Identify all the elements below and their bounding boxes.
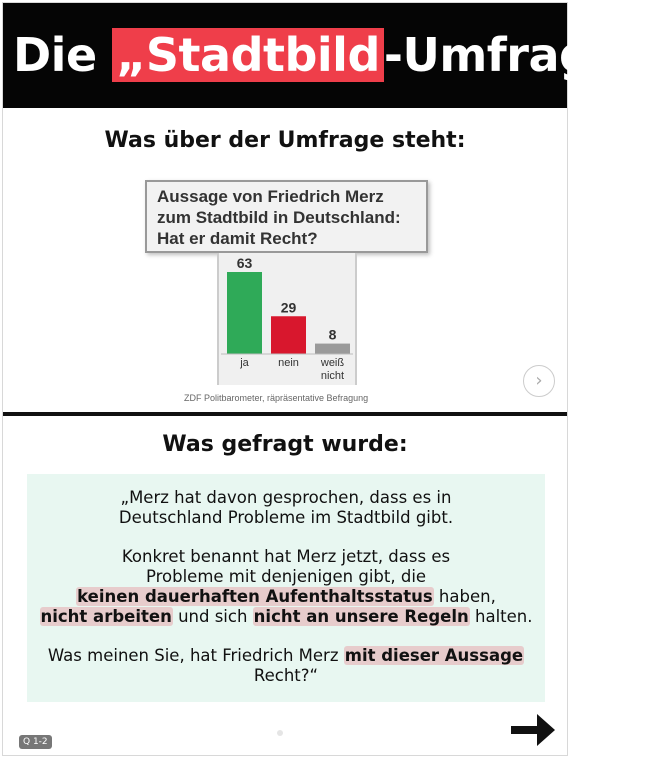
page-title	[13, 25, 652, 85]
arrow-right-icon[interactable]	[507, 708, 559, 752]
category-label: ja	[240, 357, 249, 369]
section-heading-question: Was gefragt wurde:	[162, 432, 408, 457]
bar-value-label: 8	[328, 326, 337, 343]
quote-text-run: halten.	[469, 607, 533, 626]
section-divider	[3, 412, 567, 416]
bar-value-label: 29	[280, 299, 297, 316]
title-highlight: „Stadtbild	[112, 28, 384, 82]
quote-paragraph	[27, 646, 545, 686]
question-line: zum Stadtbild in Deutschland:	[157, 208, 401, 227]
quote-text-run: und sich	[172, 607, 253, 626]
section-heading-survey: Was über der Umfrage steht:	[104, 128, 466, 153]
quote-line	[27, 587, 545, 607]
quote-box	[27, 474, 545, 702]
quote-paragraph	[27, 547, 545, 627]
quote-text	[27, 474, 545, 686]
bar-2	[315, 344, 350, 354]
quote-line: Recht?“	[253, 666, 319, 685]
slide-badge: Q 1-2	[19, 735, 52, 749]
pagination-dot[interactable]	[277, 730, 283, 736]
quote-paragraph	[27, 488, 545, 528]
bar-value-label: 63	[236, 255, 253, 271]
question-line: Aussage von Friedrich Merz	[157, 187, 384, 206]
category-label: nicht	[320, 370, 345, 382]
chart-source: ZDF Politbarometer, räpräsentative Befragung	[184, 393, 369, 403]
highlight-phrase: keinen dauerhaften Aufenthaltsstatus	[77, 587, 433, 606]
quote-line	[27, 607, 545, 627]
quote-line	[27, 646, 545, 666]
survey-question-box	[145, 180, 428, 253]
highlight-phrase: nicht arbeiten	[40, 607, 172, 626]
quote-text-run: haben,	[433, 587, 496, 606]
bar-0	[227, 272, 262, 354]
highlight-phrase: nicht an unsere Regeln	[253, 607, 469, 626]
category-label: weiß	[320, 357, 345, 369]
question-line: Hat er damit Recht?	[157, 229, 318, 248]
category-label: nein	[278, 357, 299, 369]
chevron-right-icon[interactable]: ›	[523, 365, 555, 397]
quote-text-run: Was meinen Sie, hat Friedrich Merz	[47, 646, 344, 665]
bar-1	[271, 316, 306, 354]
header-banner	[3, 3, 652, 108]
bar-chart	[217, 253, 357, 385]
highlight-phrase: mit dieser Aussage	[344, 646, 524, 665]
quote-line: „Merz hat davon gesprochen, dass es in	[120, 488, 452, 507]
slide	[2, 2, 652, 756]
quote-line: Deutschland Probleme im Stadtbild gibt.	[118, 508, 454, 527]
title-prefix: Die	[13, 28, 113, 82]
title-suffix: -Umfrage“	[383, 28, 652, 82]
quote-line: Konkret benannt hat Merz jetzt, dass es	[121, 547, 451, 566]
bar-chart-svg	[219, 253, 355, 385]
quote-line: Probleme mit denjenigen gibt, die	[145, 567, 427, 586]
